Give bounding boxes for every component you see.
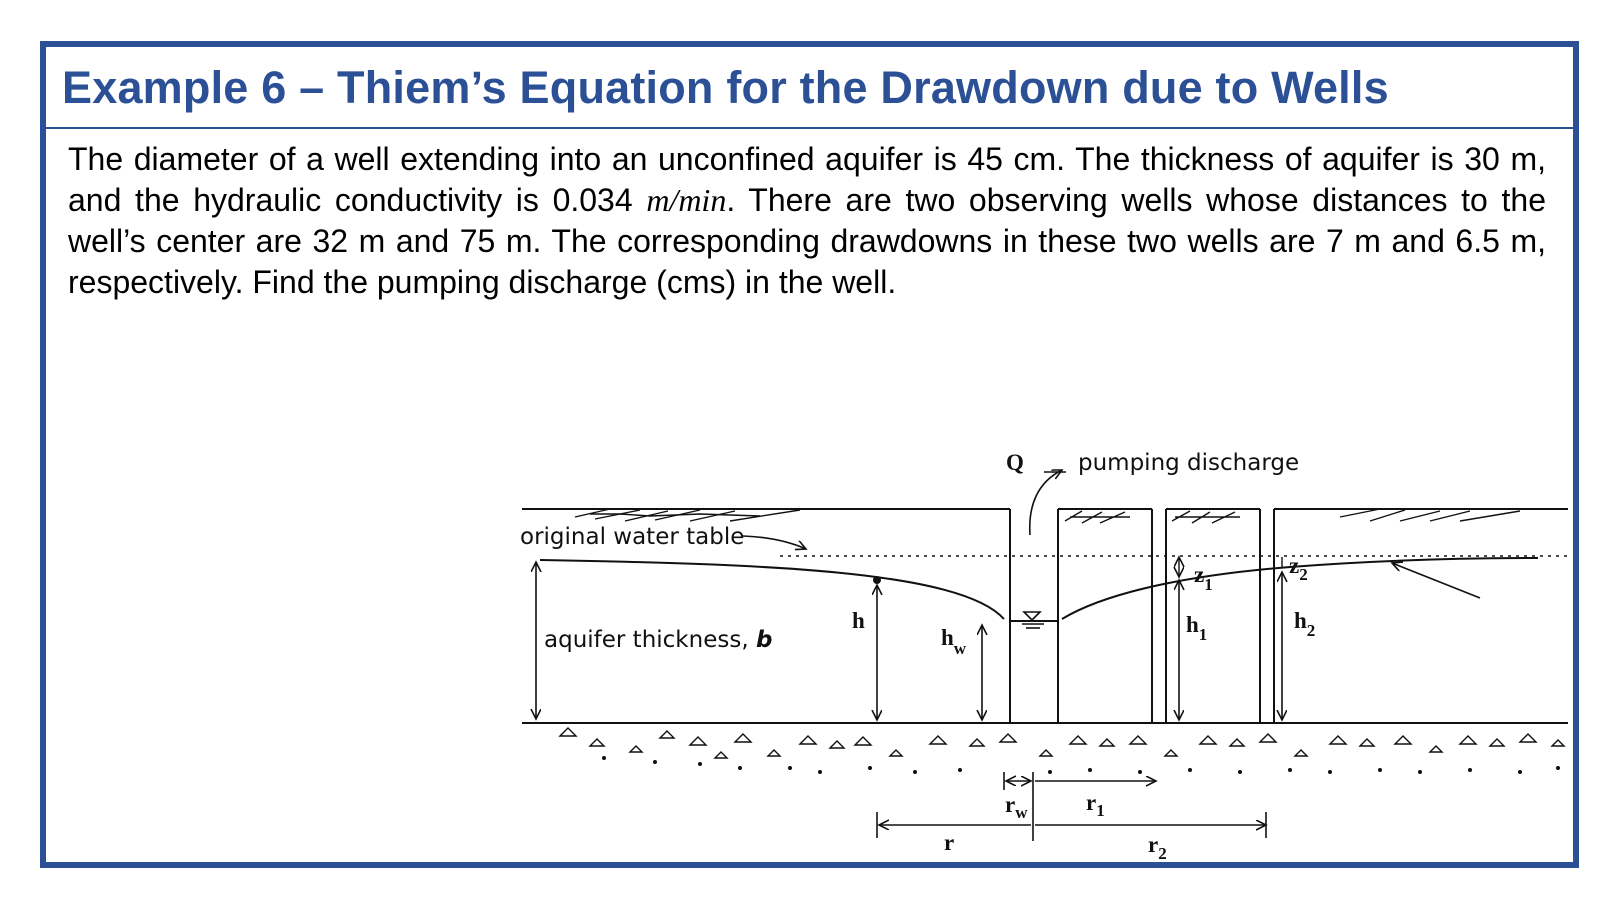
z2-main: z [1289,553,1300,578]
z2-label [1289,553,1308,584]
conductivity-unit: m/min [646,182,727,218]
base-gravel-dots [602,756,1560,774]
pumping-well [1010,509,1058,723]
observation-well-1 [1152,509,1166,723]
z1-sub: 1 [1204,575,1213,594]
problem-text-part-2: . There are two observing wells whose distances to the well’s center are 32 m and 75 m. The corresponding drawdowns in these two wells are 7 m and 6.5 m, respectively. Find the pumping discharge (cms) in the well. [68,182,1547,300]
h2-label [1294,608,1315,640]
z2-sub: 2 [1299,565,1308,584]
h-label: h [852,608,865,633]
observation-well-2 [1260,509,1274,723]
base-gravel [560,728,1564,758]
hw-sub: w [953,639,967,658]
aquifer-thickness-text: aquifer thickness, [544,627,756,653]
ground-hatching [575,509,1520,523]
r2-sub: 2 [1158,844,1167,863]
h1-label [1186,612,1207,644]
r2-label [1148,832,1167,863]
slide-title: Example 6 – Thiem’s Equation for the Drawdown due to Wells [62,62,1389,113]
problem-text-part-1: The diameter of a well extending into an unconfined aquifer is 45 cm. The thickness of aquifer is 30 m, and the hydraulic conductivity is 0.034 [68,141,1546,218]
h2-main: h [1294,608,1307,633]
z1-main: z [1194,562,1205,587]
h-point [873,576,881,584]
groundwater-flow-arrow [1392,563,1480,598]
rw-sub: w [1015,803,1028,822]
h2-sub: 2 [1306,621,1316,640]
h1-main: h [1186,612,1199,637]
q-label: Q [1006,450,1024,475]
water-table-pointer [743,536,806,549]
drawdown-curve [540,560,1004,619]
r1-sub: 1 [1096,801,1105,820]
aquifer-thickness-symbol: b [755,627,773,653]
r-label: r [944,830,955,855]
aquifer-thickness-label [544,627,772,653]
pumping-discharge-label: pumping discharge [1078,450,1300,476]
r1-label [1086,790,1105,820]
rw-label [1005,792,1028,822]
rw-main: r [1005,792,1016,817]
z1-label [1194,562,1213,594]
h1-sub: 1 [1198,625,1208,644]
original-water-table-label: original water table [520,524,745,550]
r2-main: r [1148,832,1159,857]
hw-label [941,625,967,658]
r1-main: r [1086,790,1097,815]
hw-main: h [941,625,954,650]
